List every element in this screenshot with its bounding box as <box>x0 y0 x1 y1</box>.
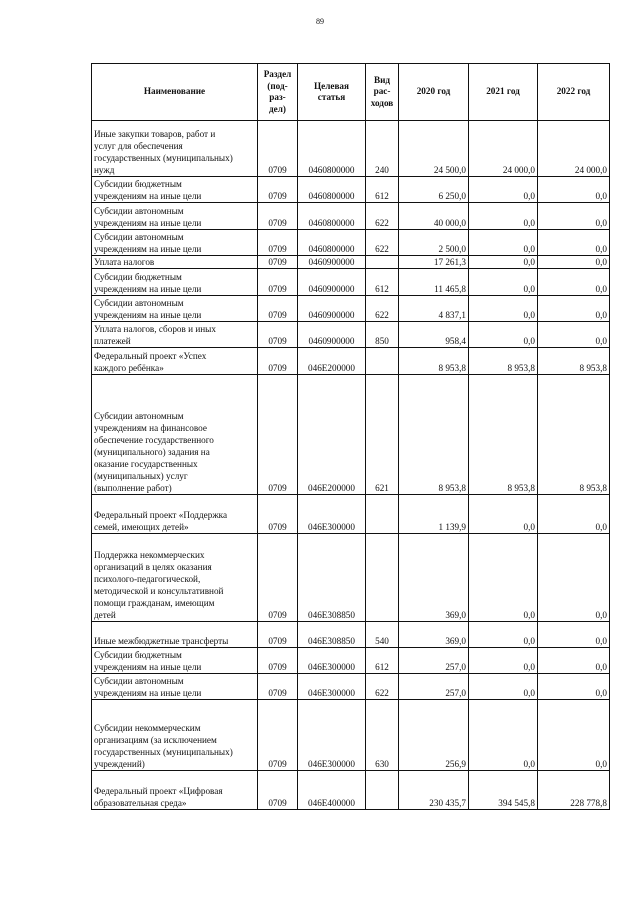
table-row <box>92 622 610 648</box>
row-name: Федеральный проект «Поддержка семей, имеющих детей» <box>92 495 258 534</box>
row-name: Субсидии автономным учреждениям на иные цели <box>92 203 258 230</box>
row-section: 0709 <box>258 177 298 203</box>
row-2021: 0,0 <box>469 674 538 700</box>
row-section: 0709 <box>258 674 298 700</box>
row-expense <box>366 534 399 622</box>
row-name: Субсидии некоммерческим организациям (за исключением государственных (муниципальных) учреждений) <box>92 700 258 771</box>
row-expense: 612 <box>366 177 399 203</box>
row-2020: 8 953,8 <box>399 375 469 495</box>
budget-table <box>91 63 610 810</box>
row-article: 046E200000 <box>298 375 366 495</box>
row-2020: 24 500,0 <box>399 121 469 177</box>
row-article: 0460800000 <box>298 230 366 256</box>
row-expense: 240 <box>366 121 399 177</box>
row-section: 0709 <box>258 495 298 534</box>
table-row <box>92 375 610 495</box>
row-article: 046E300000 <box>298 674 366 700</box>
row-expense: 612 <box>366 648 399 674</box>
row-section: 0709 <box>258 534 298 622</box>
row-2020: 17 261,3 <box>399 256 469 269</box>
row-2022: 8 953,8 <box>538 375 610 495</box>
row-2020: 8 953,8 <box>399 348 469 375</box>
table-row <box>92 296 610 322</box>
row-2022: 0,0 <box>538 495 610 534</box>
row-article: 0460900000 <box>298 296 366 322</box>
row-2022: 24 000,0 <box>538 121 610 177</box>
row-name: Субсидии автономным учреждениям на финансовое обеспечение государственного (муниципального) задания на оказание государственных (муниципальных) услуг (выполнение работ) <box>92 375 258 495</box>
row-2020: 1 139,9 <box>399 495 469 534</box>
row-expense: 540 <box>366 622 399 648</box>
row-section: 0709 <box>258 700 298 771</box>
row-expense: 622 <box>366 230 399 256</box>
header-2021: 2021 год <box>469 64 538 121</box>
row-section: 0709 <box>258 322 298 348</box>
row-2022: 0,0 <box>538 322 610 348</box>
row-2022: 0,0 <box>538 230 610 256</box>
row-2020: 257,0 <box>399 674 469 700</box>
table-row <box>92 348 610 375</box>
row-article: 046E400000 <box>298 771 366 810</box>
row-2021: 0,0 <box>469 648 538 674</box>
row-2020: 6 250,0 <box>399 177 469 203</box>
table-row <box>92 648 610 674</box>
row-2021: 0,0 <box>469 230 538 256</box>
row-2022: 0,0 <box>538 296 610 322</box>
row-section: 0709 <box>258 771 298 810</box>
row-2020: 256,9 <box>399 700 469 771</box>
row-article: 046E308850 <box>298 622 366 648</box>
row-article: 046E308850 <box>298 534 366 622</box>
table-row <box>92 177 610 203</box>
row-2022: 0,0 <box>538 534 610 622</box>
row-article: 0460900000 <box>298 256 366 269</box>
row-name: Иные закупки товаров, работ и услуг для обеспечения государственных (муниципальных) нужд <box>92 121 258 177</box>
row-2020: 4 837,1 <box>399 296 469 322</box>
row-article: 0460800000 <box>298 203 366 230</box>
row-2022: 0,0 <box>538 256 610 269</box>
row-article: 0460800000 <box>298 121 366 177</box>
row-expense: 621 <box>366 375 399 495</box>
row-expense: 622 <box>366 296 399 322</box>
row-article: 046E300000 <box>298 700 366 771</box>
table-header-row <box>92 64 610 121</box>
row-2021: 0,0 <box>469 256 538 269</box>
row-2021: 8 953,8 <box>469 348 538 375</box>
row-2020: 369,0 <box>399 622 469 648</box>
row-2021: 0,0 <box>469 700 538 771</box>
header-expense: Вид рас- ходов <box>366 64 399 121</box>
row-name: Субсидии автономным учреждениям на иные цели <box>92 230 258 256</box>
table-row <box>92 534 610 622</box>
row-2020: 230 435,7 <box>399 771 469 810</box>
row-name: Федеральный проект «Успех каждого ребёнка» <box>92 348 258 375</box>
row-name: Субсидии автономным учреждениям на иные цели <box>92 674 258 700</box>
row-name: Субсидии автономным учреждениям на иные цели <box>92 296 258 322</box>
row-section: 0709 <box>258 348 298 375</box>
row-expense <box>366 495 399 534</box>
row-name: Поддержка некоммерческих организаций в целях оказания психолого-педагогической, методической и консультативной помощи гражданам, имеющим детей <box>92 534 258 622</box>
row-article: 0460900000 <box>298 322 366 348</box>
row-name: Уплата налогов, сборов и иных платежей <box>92 322 258 348</box>
row-2021: 8 953,8 <box>469 375 538 495</box>
row-expense: 622 <box>366 203 399 230</box>
row-2022: 0,0 <box>538 203 610 230</box>
row-2022: 0,0 <box>538 177 610 203</box>
table-row <box>92 700 610 771</box>
row-article: 0460900000 <box>298 269 366 296</box>
row-2022: 228 778,8 <box>538 771 610 810</box>
row-2021: 0,0 <box>469 495 538 534</box>
row-2022: 0,0 <box>538 269 610 296</box>
header-2020: 2020 год <box>399 64 469 121</box>
row-name: Федеральный проект «Цифровая образовательная среда» <box>92 771 258 810</box>
table-row <box>92 322 610 348</box>
table-row <box>92 674 610 700</box>
row-article: 046E300000 <box>298 648 366 674</box>
row-article: 0460800000 <box>298 177 366 203</box>
row-2022: 0,0 <box>538 674 610 700</box>
row-2021: 0,0 <box>469 203 538 230</box>
row-2021: 0,0 <box>469 322 538 348</box>
row-2020: 2 500,0 <box>399 230 469 256</box>
row-2021: 0,0 <box>469 177 538 203</box>
row-section: 0709 <box>258 296 298 322</box>
row-section: 0709 <box>258 256 298 269</box>
row-expense: 622 <box>366 674 399 700</box>
row-2022: 8 953,8 <box>538 348 610 375</box>
row-section: 0709 <box>258 375 298 495</box>
row-2021: 0,0 <box>469 622 538 648</box>
row-2020: 257,0 <box>399 648 469 674</box>
page-number: 89 <box>316 17 324 26</box>
table-row <box>92 269 610 296</box>
row-2020: 40 000,0 <box>399 203 469 230</box>
row-expense <box>366 771 399 810</box>
header-article: Целевая статья <box>298 64 366 121</box>
row-2020: 369,0 <box>399 534 469 622</box>
row-article: 046E300000 <box>298 495 366 534</box>
row-2021: 24 000,0 <box>469 121 538 177</box>
row-section: 0709 <box>258 203 298 230</box>
table-row <box>92 121 610 177</box>
row-2022: 0,0 <box>538 700 610 771</box>
row-section: 0709 <box>258 622 298 648</box>
row-2022: 0,0 <box>538 622 610 648</box>
row-expense: 850 <box>366 322 399 348</box>
row-section: 0709 <box>258 269 298 296</box>
row-name: Субсидии бюджетным учреждениям на иные цели <box>92 648 258 674</box>
row-name: Иные межбюджетные трансферты <box>92 622 258 648</box>
header-name: Наименование <box>92 64 258 121</box>
table-row <box>92 771 610 810</box>
row-2021: 394 545,8 <box>469 771 538 810</box>
row-name: Субсидии бюджетным учреждениям на иные цели <box>92 177 258 203</box>
row-2021: 0,0 <box>469 269 538 296</box>
row-name: Субсидии бюджетным учреждениям на иные цели <box>92 269 258 296</box>
table-row <box>92 230 610 256</box>
row-expense: 612 <box>366 269 399 296</box>
row-2020: 958,4 <box>399 322 469 348</box>
row-expense: 630 <box>366 700 399 771</box>
table-row <box>92 203 610 230</box>
row-2021: 0,0 <box>469 296 538 322</box>
row-2022: 0,0 <box>538 648 610 674</box>
table-row <box>92 256 610 269</box>
row-section: 0709 <box>258 648 298 674</box>
row-2020: 11 465,8 <box>399 269 469 296</box>
row-section: 0709 <box>258 121 298 177</box>
row-expense <box>366 256 399 269</box>
row-article: 046E200000 <box>298 348 366 375</box>
row-expense <box>366 348 399 375</box>
row-section: 0709 <box>258 230 298 256</box>
header-2022: 2022 год <box>538 64 610 121</box>
row-name: Уплата налогов <box>92 256 258 269</box>
row-2021: 0,0 <box>469 534 538 622</box>
table-row <box>92 495 610 534</box>
header-section: Раздел (под- раз- дел) <box>258 64 298 121</box>
